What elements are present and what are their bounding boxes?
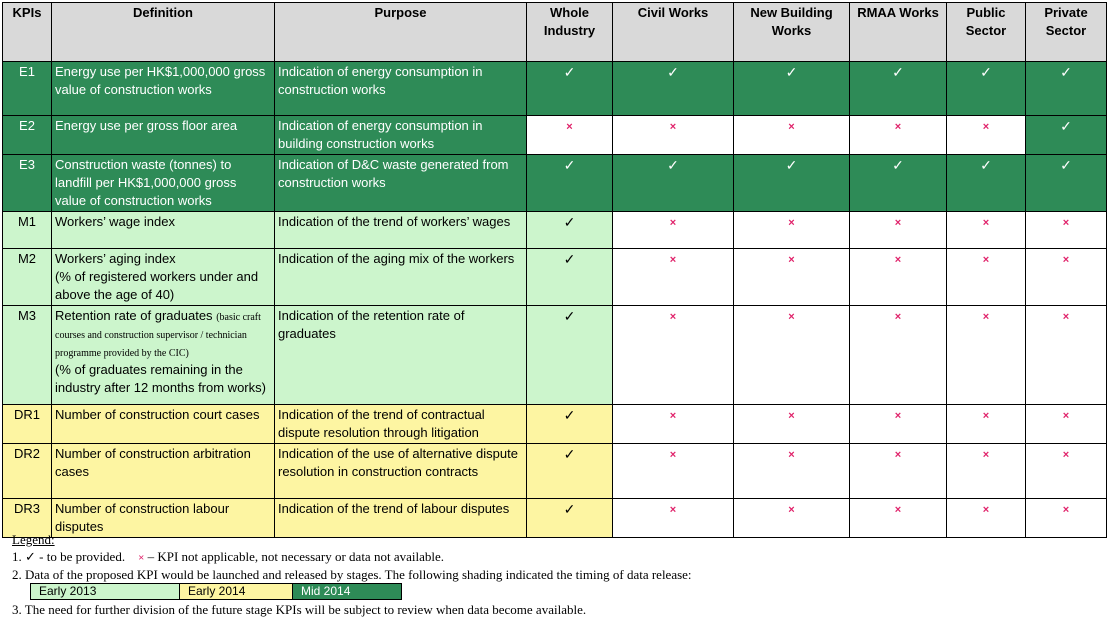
kpi-purpose: Indication of the trend of contractual dispute resolution through litigation bbox=[275, 405, 527, 444]
table-row bbox=[3, 155, 1107, 212]
kpi-definition: Energy use per gross floor area bbox=[52, 116, 275, 155]
cross-icon: × bbox=[982, 217, 990, 229]
cross-icon: × bbox=[788, 504, 795, 516]
header-rmaa-works: RMAA Works bbox=[850, 3, 947, 62]
tick-icon: ✓ bbox=[1060, 118, 1072, 134]
cross-icon: × bbox=[788, 449, 795, 461]
tick-icon: ✓ bbox=[785, 64, 798, 80]
cross-icon: × bbox=[669, 254, 677, 266]
kpi-definition-note: (% of graduates remaining in the industry after 12 months from works) bbox=[55, 362, 266, 395]
cross-icon: × bbox=[894, 254, 902, 266]
kpi-id: E1 bbox=[3, 62, 52, 116]
kpi-purpose: Indication of the trend of workers’ wages bbox=[275, 212, 527, 249]
cross-icon: × bbox=[894, 410, 902, 422]
legend-swatches bbox=[30, 583, 402, 600]
kpi-definition: Number of construction arbitration cases bbox=[52, 444, 275, 499]
table-row bbox=[3, 306, 1107, 405]
cross-icon: × bbox=[1062, 504, 1070, 516]
kpi-id: M1 bbox=[3, 212, 52, 249]
kpi-definition-note: (% of registered workers under and above the age of 40) bbox=[55, 269, 259, 302]
swatch-mid-2014: Mid 2014 bbox=[293, 584, 401, 599]
tick-icon: ✓ bbox=[563, 251, 576, 267]
header-private-sector: Private Sector bbox=[1026, 3, 1107, 62]
cross-icon: × bbox=[669, 504, 677, 516]
tick-icon: ✓ bbox=[563, 214, 576, 230]
kpi-purpose: Indication of D&C waste generated from construction works bbox=[275, 155, 527, 212]
cross-icon: × bbox=[669, 217, 677, 229]
kpi-purpose: Indication of the aging mix of the workers bbox=[275, 249, 527, 306]
cross-icon: × bbox=[982, 504, 990, 516]
kpi-definition bbox=[52, 249, 275, 306]
tick-icon: ✓ bbox=[563, 407, 576, 423]
cross-icon: × bbox=[788, 254, 795, 266]
kpi-definition: Number of construction court cases bbox=[52, 405, 275, 444]
kpi-purpose: Indication of the trend of labour disputes bbox=[275, 499, 527, 538]
tick-icon: ✓ bbox=[892, 64, 904, 80]
header-civil-works: Civil Works bbox=[613, 3, 734, 62]
swatch-early-2013: Early 2013 bbox=[31, 584, 180, 599]
kpi-purpose: Indication of energy consumption in construction works bbox=[275, 62, 527, 116]
kpi-definition-text: Workers’ aging index bbox=[55, 251, 176, 266]
header-purpose: Purpose bbox=[275, 3, 527, 62]
cross-icon: × bbox=[1062, 449, 1070, 461]
legend-cross-text: – KPI not applicable, not necessary or data not available. bbox=[144, 549, 444, 564]
table-row bbox=[3, 116, 1107, 155]
cross-icon: × bbox=[894, 217, 902, 229]
table-row bbox=[3, 444, 1107, 499]
cross-icon: × bbox=[982, 410, 990, 422]
kpi-id: DR2 bbox=[3, 444, 52, 499]
tick-icon: ✓ bbox=[667, 157, 679, 173]
legend-item-3: 3. The need for further division of the future stage KPIs will be subject to review when data become available. bbox=[12, 602, 587, 617]
cross-icon: × bbox=[788, 311, 795, 323]
tick-icon: ✓ bbox=[785, 157, 798, 173]
cross-icon: × bbox=[894, 504, 902, 516]
tick-icon: ✓ bbox=[563, 64, 576, 80]
header-new-building-works: New Building Works bbox=[734, 3, 850, 62]
cross-icon: × bbox=[566, 121, 573, 133]
tick-icon: ✓ bbox=[892, 157, 904, 173]
kpi-table bbox=[2, 2, 1107, 538]
cross-icon: × bbox=[788, 121, 795, 133]
legend-item-2: 2. Data of the proposed KPI would be launched and released by stages. The following shading indicated the timing of data release: bbox=[12, 567, 692, 582]
legend-item-number: 1. bbox=[12, 549, 22, 564]
kpi-id: DR1 bbox=[3, 405, 52, 444]
header-public-sector: Public Sector bbox=[947, 3, 1026, 62]
kpi-id: DR3 bbox=[3, 499, 52, 538]
tick-icon: ✓ bbox=[25, 549, 36, 564]
cross-icon: × bbox=[894, 449, 902, 461]
swatch-early-2014: Early 2014 bbox=[180, 584, 293, 599]
cross-icon: × bbox=[982, 449, 990, 461]
cross-icon: × bbox=[894, 121, 902, 133]
legend-tick-text: - to be provided. bbox=[35, 549, 126, 564]
tick-icon: ✓ bbox=[563, 501, 576, 517]
cross-icon: × bbox=[894, 311, 902, 323]
tick-icon: ✓ bbox=[563, 308, 576, 324]
cross-icon: × bbox=[982, 311, 990, 323]
table-row bbox=[3, 212, 1107, 249]
cross-icon: × bbox=[669, 311, 677, 323]
cross-icon: × bbox=[788, 410, 795, 422]
tick-icon: ✓ bbox=[1060, 64, 1072, 80]
kpi-definition: Energy use per HK$1,000,000 gross value of construction works bbox=[52, 62, 275, 116]
cross-icon: × bbox=[1062, 410, 1070, 422]
tick-icon: ✓ bbox=[667, 64, 679, 80]
kpi-purpose: Indication of the retention rate of graduates bbox=[275, 306, 527, 405]
kpi-purpose: Indication of energy consumption in building construction works bbox=[275, 116, 527, 155]
table-row bbox=[3, 62, 1107, 116]
kpi-definition-detail: (basic craft courses and construction supervisor / technician programme provided by the CIC) bbox=[55, 312, 261, 359]
header-row bbox=[3, 3, 1107, 62]
kpi-purpose: Indication of the use of alternative dispute resolution in construction contracts bbox=[275, 444, 527, 499]
cross-icon: × bbox=[1062, 254, 1070, 266]
table-row bbox=[3, 249, 1107, 306]
legend-item-1 bbox=[12, 548, 444, 567]
kpi-id: E2 bbox=[3, 116, 52, 155]
header-whole-industry: Whole Industry bbox=[527, 3, 613, 62]
header-definition: Definition bbox=[52, 3, 275, 62]
kpi-definition bbox=[52, 306, 275, 405]
kpi-definition: Workers’ wage index bbox=[52, 212, 275, 249]
cross-icon: × bbox=[788, 217, 795, 229]
tick-icon: ✓ bbox=[563, 157, 576, 173]
kpi-id: E3 bbox=[3, 155, 52, 212]
tick-icon: ✓ bbox=[563, 446, 576, 462]
cross-icon: × bbox=[1062, 217, 1070, 229]
header-kpis: KPIs bbox=[3, 3, 52, 62]
cross-icon: × bbox=[982, 121, 990, 133]
cross-icon: × bbox=[669, 449, 677, 461]
tick-icon: ✓ bbox=[980, 64, 992, 80]
kpi-id: M3 bbox=[3, 306, 52, 405]
tick-icon: ✓ bbox=[980, 157, 992, 173]
cross-icon: × bbox=[982, 254, 990, 266]
kpi-definition: Number of construction labour disputes bbox=[52, 499, 275, 538]
table-row bbox=[3, 499, 1107, 538]
tick-icon: ✓ bbox=[1060, 157, 1072, 173]
kpi-definition-text: Retention rate of graduates bbox=[55, 308, 213, 323]
cross-icon: × bbox=[669, 121, 677, 133]
cross-icon: × bbox=[1062, 311, 1070, 323]
cross-icon: × bbox=[669, 410, 677, 422]
cross-icon: × bbox=[138, 552, 145, 564]
kpi-id: M2 bbox=[3, 249, 52, 306]
kpi-definition: Construction waste (tonnes) to landfill per HK$1,000,000 gross value of construction works bbox=[52, 155, 275, 212]
table-row bbox=[3, 405, 1107, 444]
legend-title: Legend: bbox=[12, 532, 55, 547]
